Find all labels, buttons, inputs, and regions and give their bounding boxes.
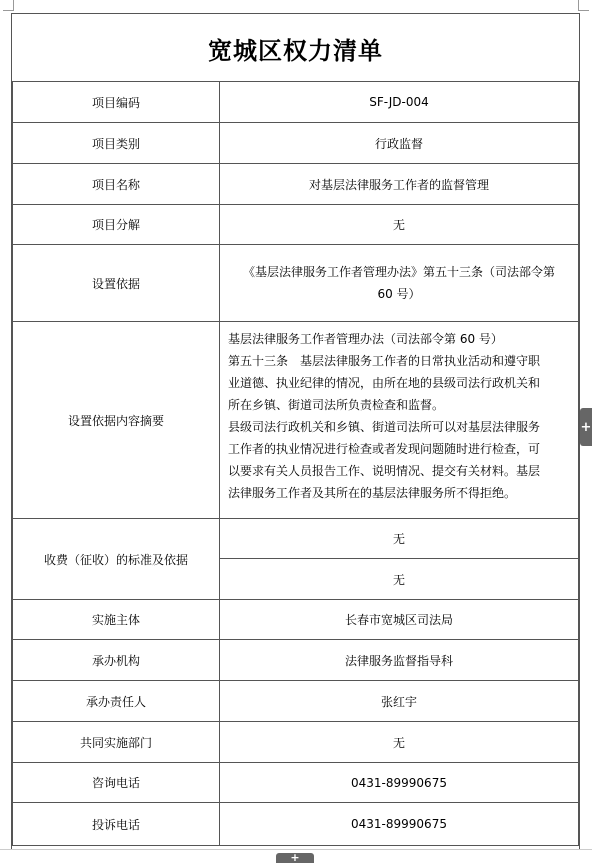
table-row-basis bbox=[13, 245, 579, 322]
consult-phone-value: 0431-89990675 bbox=[220, 763, 579, 803]
document-page bbox=[11, 13, 580, 849]
table-row-responsible bbox=[13, 681, 579, 722]
table-row-item-type bbox=[13, 123, 579, 164]
item-type-value: 行政监督 bbox=[220, 123, 579, 164]
plus-icon: + bbox=[290, 851, 300, 864]
page-corner-mark-right bbox=[578, 0, 589, 11]
basis-summary-label: 设置依据内容摘要 bbox=[13, 322, 220, 519]
plus-icon: + bbox=[580, 419, 592, 435]
complaint-phone-label: 投诉电话 bbox=[13, 803, 220, 846]
table-row-item-code bbox=[13, 82, 579, 123]
basis-value bbox=[220, 245, 579, 322]
implementer-value: 长春市宽城区司法局 bbox=[220, 600, 579, 640]
item-code-value: SF-JD-004 bbox=[220, 82, 579, 123]
co-dept-value: 无 bbox=[220, 722, 579, 763]
table-row-complaint-phone bbox=[13, 803, 579, 846]
title-box bbox=[12, 13, 579, 82]
summary-line: 工作者的执业情况进行检查或者发现问题随时进行检查，可 bbox=[228, 442, 541, 456]
table-row-item-breakdown bbox=[13, 205, 579, 245]
item-breakdown-label: 项目分解 bbox=[13, 205, 220, 245]
document-title: 宽城区权力清单 bbox=[208, 35, 383, 65]
basis-line-2: 60 号） bbox=[377, 287, 421, 301]
summary-line: 县级司法行政机关和乡镇、街道司法所可以对基层法律服务 bbox=[228, 420, 541, 434]
table-row-basis-summary bbox=[13, 322, 579, 519]
handling-org-value: 法律服务监督指导科 bbox=[220, 640, 579, 681]
table-row-fee-standard bbox=[13, 519, 579, 559]
page-corner-mark-left bbox=[3, 0, 14, 11]
responsible-value: 张红宇 bbox=[220, 681, 579, 722]
item-type-label: 项目类别 bbox=[13, 123, 220, 164]
table-row-implementer bbox=[13, 600, 579, 640]
summary-line: 业道德、执业纪律的情况，由所在地的县级司法行政机关和 bbox=[228, 376, 541, 390]
summary-line: 第五十三条 基层法律服务工作者的日常执业活动和遵守职 bbox=[228, 354, 541, 368]
fee-label: 收费（征收）的标准及依据 bbox=[13, 519, 220, 600]
item-name-value: 对基层法律服务工作者的监督管理 bbox=[220, 164, 579, 205]
bottom-expand-tab[interactable] bbox=[276, 853, 314, 863]
table-row-handling-org bbox=[13, 640, 579, 681]
item-name-label: 项目名称 bbox=[13, 164, 220, 205]
handling-org-label: 承办机构 bbox=[13, 640, 220, 681]
table-row-co-dept bbox=[13, 722, 579, 763]
fee-basis-value: 无 bbox=[220, 559, 579, 600]
basis-line-1: 《基层法律服务工作者管理办法》第五十三条（司法部令第 bbox=[242, 265, 555, 279]
item-code-label: 项目编码 bbox=[13, 82, 220, 123]
page-bottom-divider bbox=[0, 849, 592, 850]
table-row-consult-phone bbox=[13, 763, 579, 803]
summary-line: 法律服务工作者及其所在的基层法律服务所不得拒绝。 bbox=[228, 486, 517, 500]
power-list-table bbox=[12, 81, 579, 846]
implementer-label: 实施主体 bbox=[13, 600, 220, 640]
basis-label: 设置依据 bbox=[13, 245, 220, 322]
complaint-phone-value: 0431-89990675 bbox=[220, 803, 579, 846]
basis-summary-text bbox=[220, 322, 579, 519]
co-dept-label: 共同实施部门 bbox=[13, 722, 220, 763]
summary-line: 以要求有关人员报告工作、说明情况、提交有关材料。基层 bbox=[228, 464, 541, 478]
fee-standard-value: 无 bbox=[220, 519, 579, 559]
side-expand-tab[interactable] bbox=[580, 408, 592, 446]
summary-line: 所在乡镇、街道司法所负责检查和监督。 bbox=[228, 398, 445, 412]
responsible-label: 承办责任人 bbox=[13, 681, 220, 722]
table-row-item-name bbox=[13, 164, 579, 205]
summary-line: 基层法律服务工作者管理办法（司法部令第 60 号） bbox=[228, 332, 503, 346]
consult-phone-label: 咨询电话 bbox=[13, 763, 220, 803]
item-breakdown-value: 无 bbox=[220, 205, 579, 245]
